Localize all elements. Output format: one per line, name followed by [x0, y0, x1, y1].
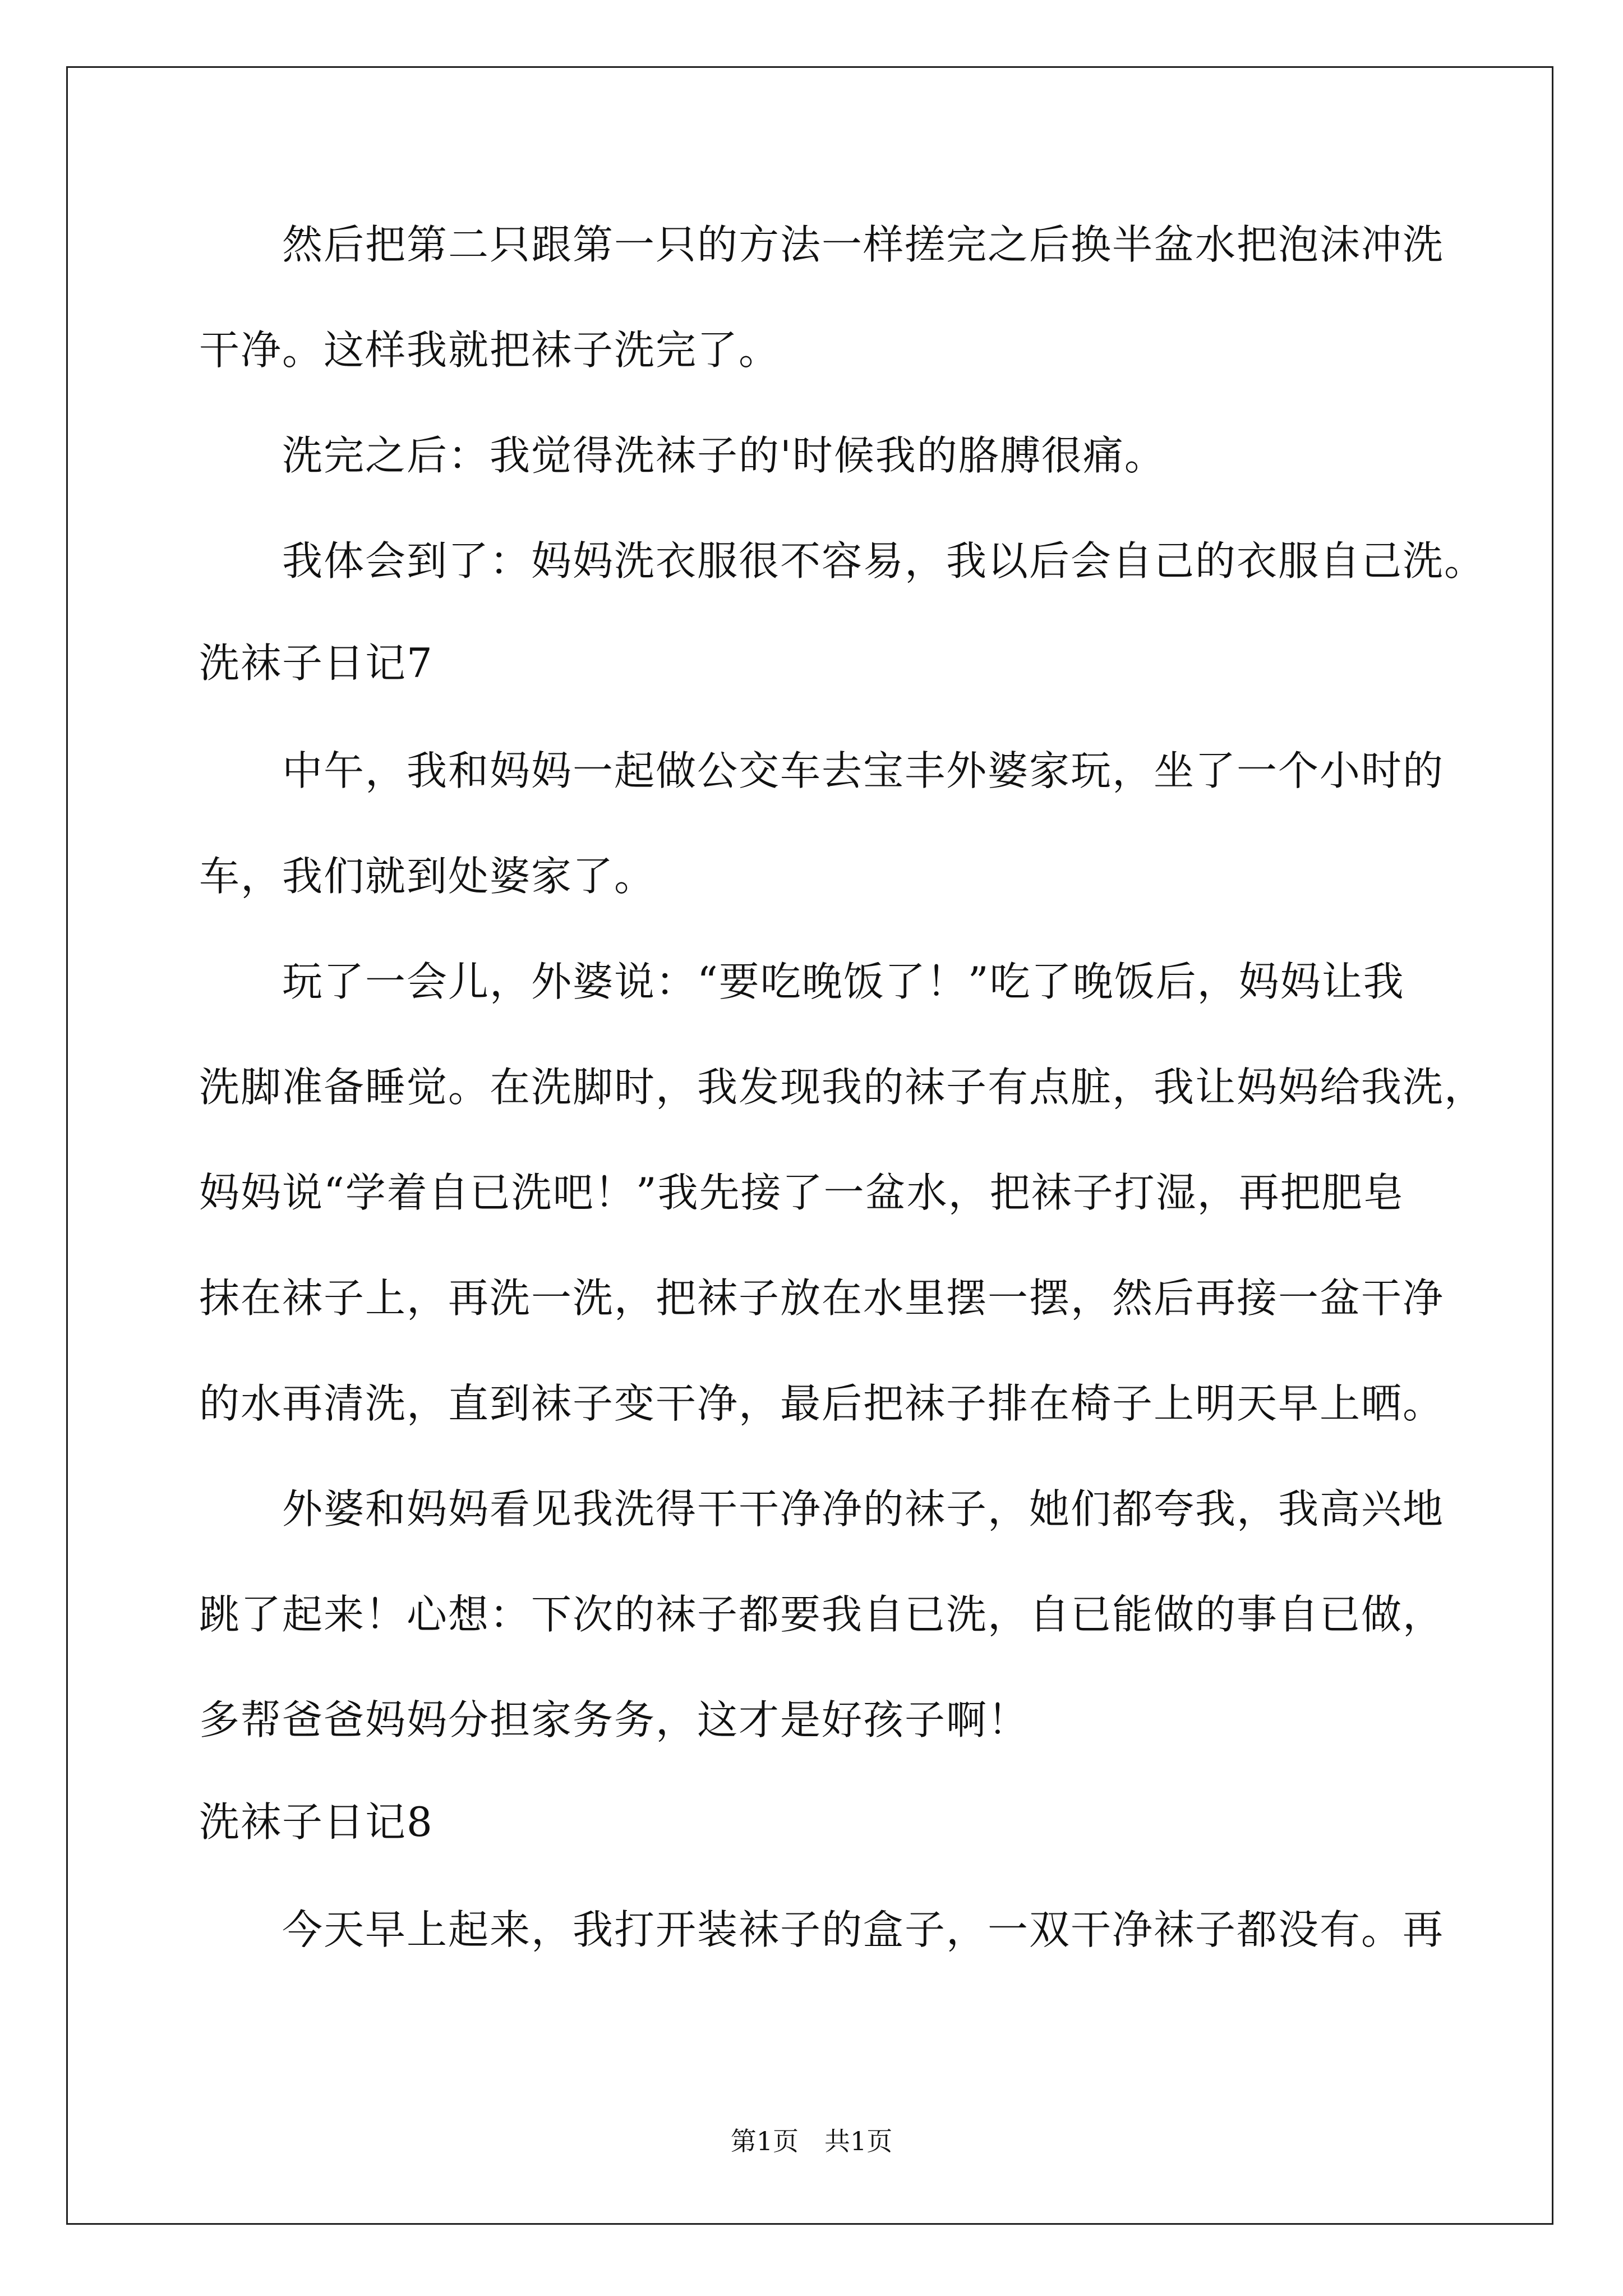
paragraph-line: 玩了一会儿，外婆说：“要吃晚饭了！”吃了晚饭后，妈妈让我: [282, 958, 1405, 1005]
paragraph-line: 中午，我和妈妈一起做公交车去宝丰外婆家玩，坐了一个小时的: [282, 747, 1445, 794]
paragraph-line: 今天早上起来，我打开装袜子的盒子，一双干净袜子都没有。再: [282, 1906, 1445, 1953]
paragraph-line: 车，我们就到处婆家了。: [199, 853, 656, 900]
paragraph-line: 我体会到了：妈妈洗衣服很不容易，我以后会自己的衣服自己洗。: [282, 537, 1486, 585]
page-number-footer: 第1页 共1页: [730, 2126, 893, 2156]
page-frame: [66, 66, 1553, 2225]
section-heading: 洗袜子日记7: [199, 639, 434, 687]
paragraph-line: 多帮爸爸妈妈分担家务务，这才是好孩子啊！: [199, 1696, 1030, 1743]
paragraph-line: 洗完之后：我觉得洗袜子的'时候我的胳膊很痛。: [282, 432, 1166, 479]
paragraph-line: 妈妈说“学着自已洗吧！”我先接了一盆水，把袜子打湿，再把肥皂: [199, 1169, 1405, 1216]
paragraph-line: 跳了起来！心想：下次的袜子都要我自已洗，自已能做的事自已做，: [199, 1591, 1445, 1638]
paragraph-line: 洗脚准备睡觉。在洗脚时，我发现我的袜子有点脏，我让妈妈给我洗，: [199, 1064, 1486, 1111]
paragraph-line: 抹在袜子上，再洗一洗，把袜子放在水里摆一摆，然后再接一盆干净: [199, 1274, 1445, 1322]
paragraph-line: 外婆和妈妈看见我洗得干干净净的袜子，她们都夸我，我高兴地: [282, 1485, 1445, 1533]
paragraph-line: 的水再清洗，直到袜子变干净，最后把袜子排在椅子上明天早上晒。: [199, 1380, 1445, 1427]
paragraph-line: 然后把第二只跟第一只的方法一样搓完之后换半盆水把泡沫冲洗: [282, 221, 1445, 268]
section-heading: 洗袜子日记8: [199, 1798, 434, 1846]
paragraph-line: 干净。这样我就把袜子洗完了。: [199, 326, 781, 374]
